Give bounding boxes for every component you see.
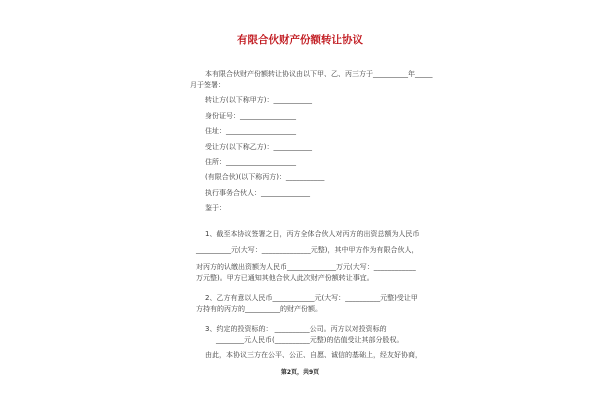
clause-2-line-2: 方持有的丙方的__________的财产份额。: [196, 305, 322, 313]
clause-1-line-1: 1、截至本协议签署之日，丙方全体合伙人对丙方的出资总额为人民币: [205, 230, 420, 238]
clause-3-line-1: 3、约定的投资标的： __________公司。丙方以对投资标的: [205, 325, 387, 333]
transferee-line: 受让方(以下称乙方)：___________: [205, 143, 312, 151]
intro-line-1: 本有限合伙财产份额转让协议由以下甲、乙、丙三方于__________年_____: [205, 70, 433, 78]
clause-1-line-2: __________元(大写：______________元整)，其中甲方作为有限合伙人，: [196, 246, 419, 254]
transferee-residence-line: 住所：____________________: [205, 158, 296, 166]
clause-1-line-3: 对丙方的认缴出资额为人民币______________万元(大写：____________: [196, 263, 416, 271]
id-number-line: 身份证号：________________: [205, 112, 296, 120]
partnership-line: (有限合伙)(以下称丙方)：___________: [205, 173, 325, 181]
transferor-address-line: 住址：____________________: [205, 127, 296, 135]
closing-line: 由此，本协议三方在公平、公正、自愿、诚信的基础上，经友好协商，: [205, 351, 422, 359]
executive-partner-line: 执行事务合伙人：______________: [205, 189, 310, 197]
clause-3-line-2: ________元人民币(__________元整)的估值受让其部分股权。: [216, 336, 404, 344]
clause-2-line-1: 2、乙方有意以人民币____________元(大写：__________元整)受让甲: [205, 294, 418, 302]
page-number-footer: 第2页，共9页: [280, 369, 320, 376]
page-title: 有限合伙财产份额转让协议: [237, 34, 363, 46]
clause-1-line-4: 万元整)。甲方已通知其他合伙人此次财产份额转让事宜。: [196, 274, 374, 282]
intro-line-2: 月于签署：: [190, 81, 225, 89]
transferor-line: 转让方(以下称甲方)：___________: [205, 96, 312, 104]
whereas-line: 鉴于：: [205, 204, 226, 212]
